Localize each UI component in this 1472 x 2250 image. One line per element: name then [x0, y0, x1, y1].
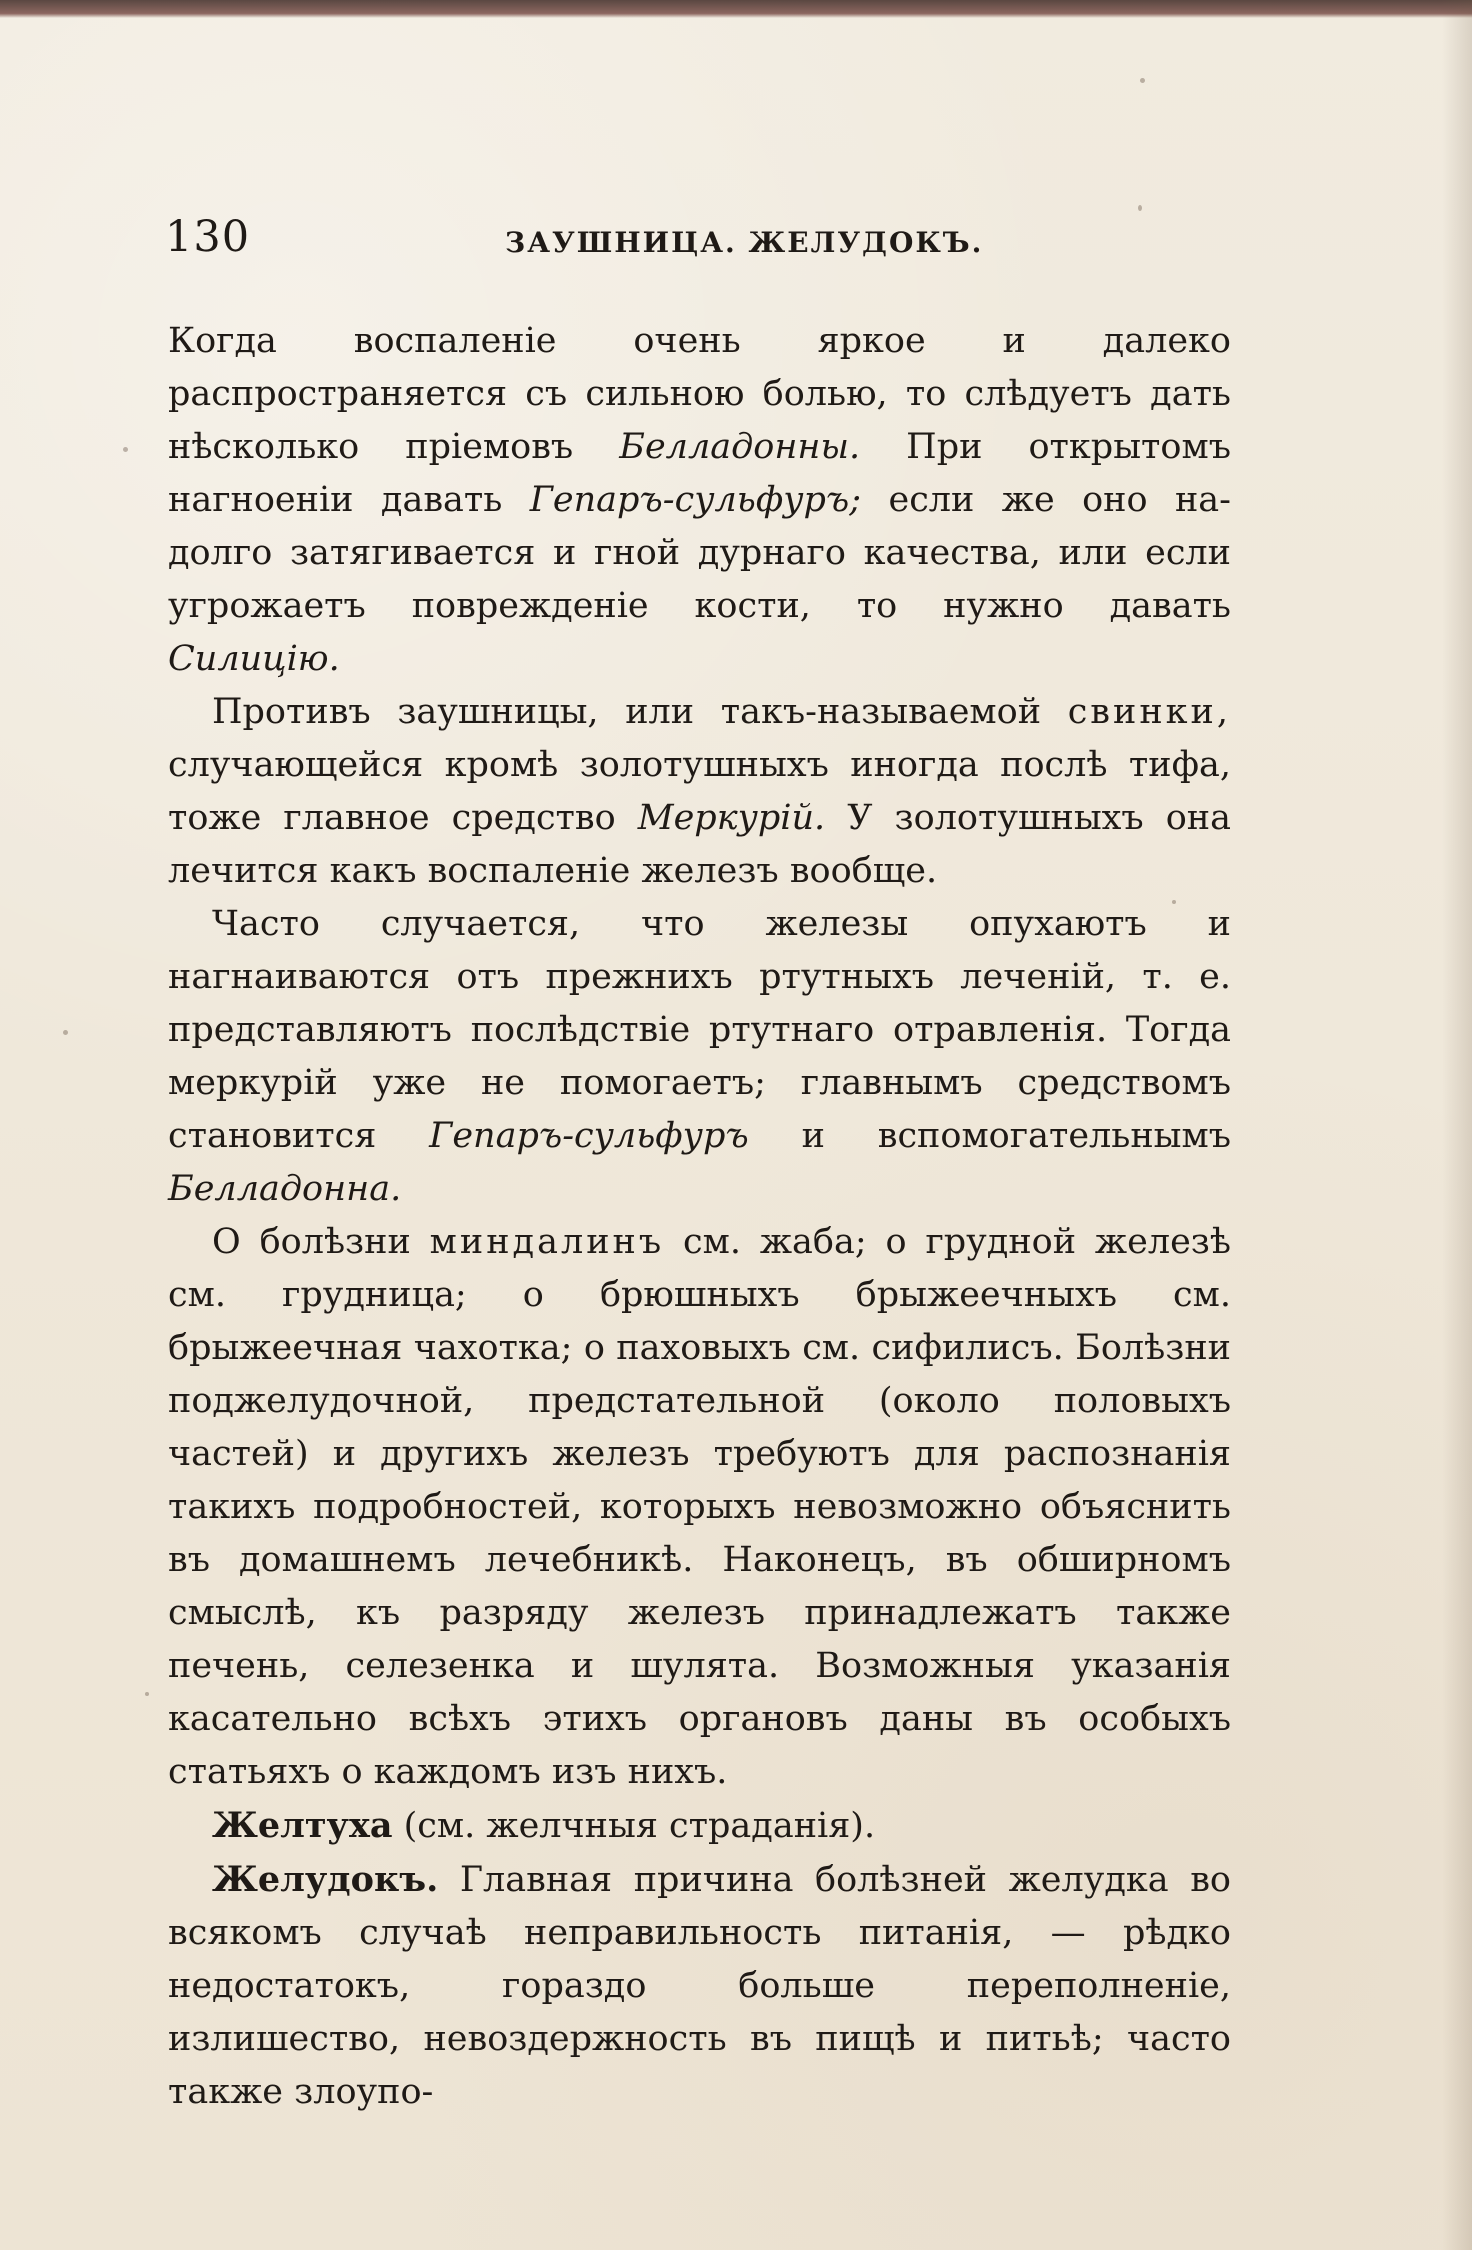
- remedy-hepar-sulfur-2: Гепаръ-сульфуръ: [429, 1116, 749, 1156]
- remedy-belladonna-2: Белладонна.: [168, 1169, 402, 1209]
- paragraph-1-text-3: если же оно на-долго затягивается и гной дурнаго качества, или если угрожаетъ поврежденіе кости, то нужно давать: [168, 480, 1231, 626]
- paper-speck: [145, 1692, 149, 1696]
- remedy-belladonna: Белладонны.: [619, 427, 861, 467]
- paragraph-3-text-1: Часто случается, что железы опухаютъ и нагнаиваются отъ прежнихъ ртутныхъ леченій, т. е. представляютъ послѣдствіе ртутнаго отравленія. Тогда меркурій уже не помогаетъ; главнымъ средствомъ становится: [168, 904, 1231, 1156]
- paper-speck: [123, 447, 128, 452]
- term-mindalin: миндалинъ: [429, 1222, 665, 1262]
- paragraph-2-text-1: Противъ заушницы, или такъ-называемой: [212, 692, 1068, 732]
- paragraph-6-text-1: Главная причина болѣзней желудка во всякомъ случаѣ неправильность питанія, — рѣдко недостатокъ, гораздо больше переполненіе, излишество, невоздержность въ пищѣ и питьѣ; часто также злоупо-: [168, 1860, 1231, 2112]
- paragraph-4-text-2: см. жаба; о грудной железѣ см. грудница; о брюшныхъ брыжеечныхъ см. брыжеечная чахотка; о паховыхъ см. сифилисъ. Болѣзни поджелудочной, предстательной (около половыхъ частей) и другихъ железъ требуютъ для распознанія такихъ подробностей, которыхъ невозможно объяснить въ домашнемъ лечебникѣ. Наконецъ, въ обширномъ смыслѣ, къ разряду железъ принадлежатъ также печень, селезенка и шулята. Возможныя указанія касательно всѣхъ этихъ органовъ даны въ особыхъ статьяхъ о каждомъ изъ нихъ.: [168, 1222, 1231, 1792]
- paragraph-3-text-2: и вспомогательнымъ: [748, 1116, 1231, 1156]
- paragraph-1: [168, 315, 1231, 686]
- paragraph-5-text-1: (см. желчныя страданія).: [392, 1806, 876, 1846]
- right-page-shadow: [1442, 0, 1472, 2250]
- paper-speck: [63, 1030, 68, 1035]
- paragraph-2-text-2: случающейся кромѣ золотушныхъ иногда послѣ тифа, тоже главное средство: [168, 745, 1231, 838]
- paragraph-4: [168, 1216, 1231, 1799]
- paper-speck: [1140, 78, 1145, 83]
- remedy-hepar-sulfur: Гепаръ-сульфуръ;: [529, 480, 862, 520]
- paragraph-5: [168, 1799, 1231, 1853]
- paragraph-1-text-1: Когда воспаленіе очень яркое и далеко распространяется съ сильною болью, то слѣдуетъ дать нѣсколько пріемовъ: [168, 321, 1231, 467]
- running-head: ЗАУШНИЦА. ЖЕЛУДОКЪ.: [505, 226, 984, 259]
- remedy-mercurius: Меркурій.: [637, 798, 826, 838]
- paragraph-2-text-3: У золотушныхъ она лечится какъ воспаленіе железъ вообще.: [168, 798, 1231, 891]
- top-page-edge: [0, 0, 1472, 18]
- term-svinki: свинки,: [1067, 692, 1231, 732]
- page-number: 130: [165, 212, 251, 262]
- paragraph-6: [168, 1853, 1231, 2119]
- paragraph-4-text-1: О болѣзни: [212, 1222, 430, 1262]
- remedy-silicea: Силицію.: [168, 639, 340, 679]
- page-header: [165, 212, 1245, 274]
- paragraph-3: [168, 898, 1231, 1216]
- body-text: [168, 315, 1231, 2119]
- paragraph-2: [168, 686, 1231, 898]
- paragraph-1-text-2: При открытомъ нагноеніи давать: [168, 427, 1231, 520]
- entry-zheltukha: Желтуха: [212, 1805, 393, 1846]
- paper-speck: [1138, 205, 1142, 211]
- entry-zheludok: Желудокъ.: [212, 1859, 439, 1900]
